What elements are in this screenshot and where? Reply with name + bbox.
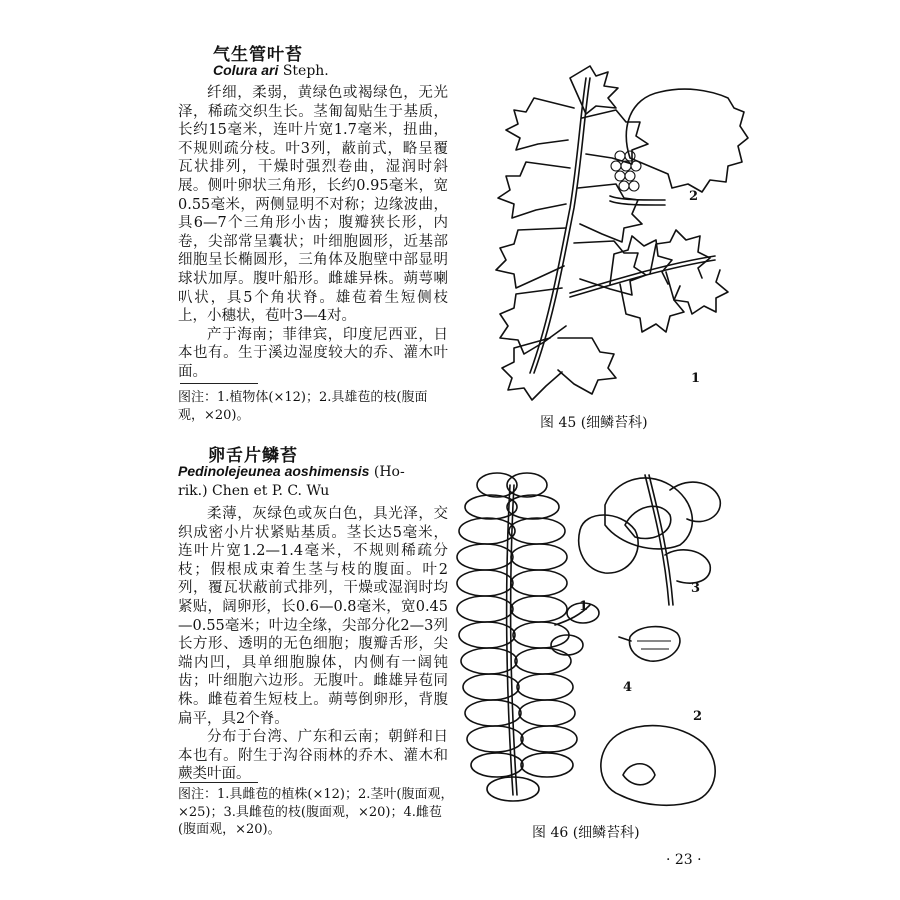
species2-authority-1: (Ho- bbox=[373, 464, 405, 480]
stem-leaf-drawing bbox=[601, 726, 715, 806]
male-branch-drawing bbox=[610, 89, 748, 205]
plant-with-female-bracts-drawing bbox=[457, 473, 599, 801]
female-involucre-drawing bbox=[619, 627, 680, 662]
species1-description bbox=[178, 84, 448, 382]
figure-46-illustration bbox=[455, 455, 745, 820]
species2-authority-line: rik.) Chen et P. C. Wu bbox=[178, 483, 330, 499]
species2-genus-species: Pedinolejeunea aoshimensis bbox=[178, 463, 370, 479]
species1-paragraph-2: 产于海南；菲律宾，印度尼西亚，日本也有。生于溪边湿度较大的乔、灌木叶面。 bbox=[178, 326, 448, 380]
species2-caption-rule bbox=[180, 782, 258, 783]
species1-title: 气生管叶苔 bbox=[213, 45, 303, 65]
species2-title: 卵舌片鳞苔 bbox=[208, 446, 298, 466]
plant-body-drawing bbox=[496, 66, 728, 400]
figure-46-number-2: 2 bbox=[693, 709, 703, 724]
species2-paragraph-1: 柔薄，灰绿色或灰白色，具光泽，交织成密小片状紧贴基质。茎长达5毫米，连叶片宽1.2—1.4毫米，不规则稀疏分枝；假根成束着生茎与枝的腹面。叶2列，覆瓦状蔽前式排列，干燥或湿润时均紧贴，阔卵形，长0.6—0.8毫米，宽0.45—0.55毫米；叶边全缘，尖部分化2—3列长方形、透明的无色细胞；腹瓣舌形，尖端内凹，具单细胞腺体，内侧有一阔钝齿；叶细胞六边形。无腹叶。雌雄异苞同株。雌苞着生短枝上。蒴萼倒卵形，背腹扁平，具2个脊。 bbox=[178, 506, 448, 727]
species1-paragraph-1: 纤细，柔弱，黄绿色或褐绿色，无光泽，稀疏交织生长。茎匍匐贴生于基质，长约15毫米，连叶片宽1.7毫米，扭曲，不规则疏分枝。叶3列，蔽前式，略呈覆瓦状排列，干燥时强烈卷曲，湿润时斜展。侧叶卵状三角形，长约0.95毫米，宽0.55毫米，两侧显明不对称；边缘波曲，具6—7个三角形小齿；腹瓣狭长形，内卷，尖部常呈囊状；叶细胞圆形，近基部细胞呈长椭圆形，三角体及胞壁中部显明球状加厚。腹叶船形。雌雄异株。蒴萼喇叭状，具5个角状脊。雄苞着生短侧枝上，小穗状，苞叶3—4对。 bbox=[178, 85, 448, 325]
figure-45-label: 图 45 (细鳞苔科) bbox=[540, 415, 648, 431]
figure-45-number-2: 2 bbox=[689, 189, 699, 204]
figure-46-label: 图 46 (细鳞苔科) bbox=[532, 825, 640, 841]
figure-46-number-1: 1 bbox=[579, 599, 589, 614]
species2-latin-name bbox=[178, 463, 450, 480]
species2-description bbox=[178, 505, 448, 784]
figure-45-illustration bbox=[470, 38, 750, 408]
species2-paragraph-2: 分布于台湾、广东和云南；朝鲜和日本也有。附生于沟谷雨林的乔木、灌木和蕨类叶面。 bbox=[178, 729, 448, 783]
species1-caption: 图注：1.植物体(×12)；2.具雄苞的枝(腹面观，×20)。 bbox=[178, 390, 428, 423]
figure-46-number-4: 4 bbox=[623, 680, 633, 695]
figure-45-number-1: 1 bbox=[691, 371, 701, 386]
species2-caption: 图注：1.具雌苞的植株(×12)；2.茎叶(腹面观，×25)；3.具雌苞的枝(腹面观，×20)；4.雌苞(腹面观，×20)。 bbox=[178, 787, 454, 837]
species1-caption-rule bbox=[180, 383, 258, 384]
page-number: · 23 · bbox=[666, 852, 702, 868]
species1-genus-species: Colura ari bbox=[213, 62, 279, 78]
figure-46-number-3: 3 bbox=[691, 581, 701, 596]
species1-latin-name bbox=[213, 62, 329, 79]
species1-authority: Steph. bbox=[282, 63, 329, 79]
